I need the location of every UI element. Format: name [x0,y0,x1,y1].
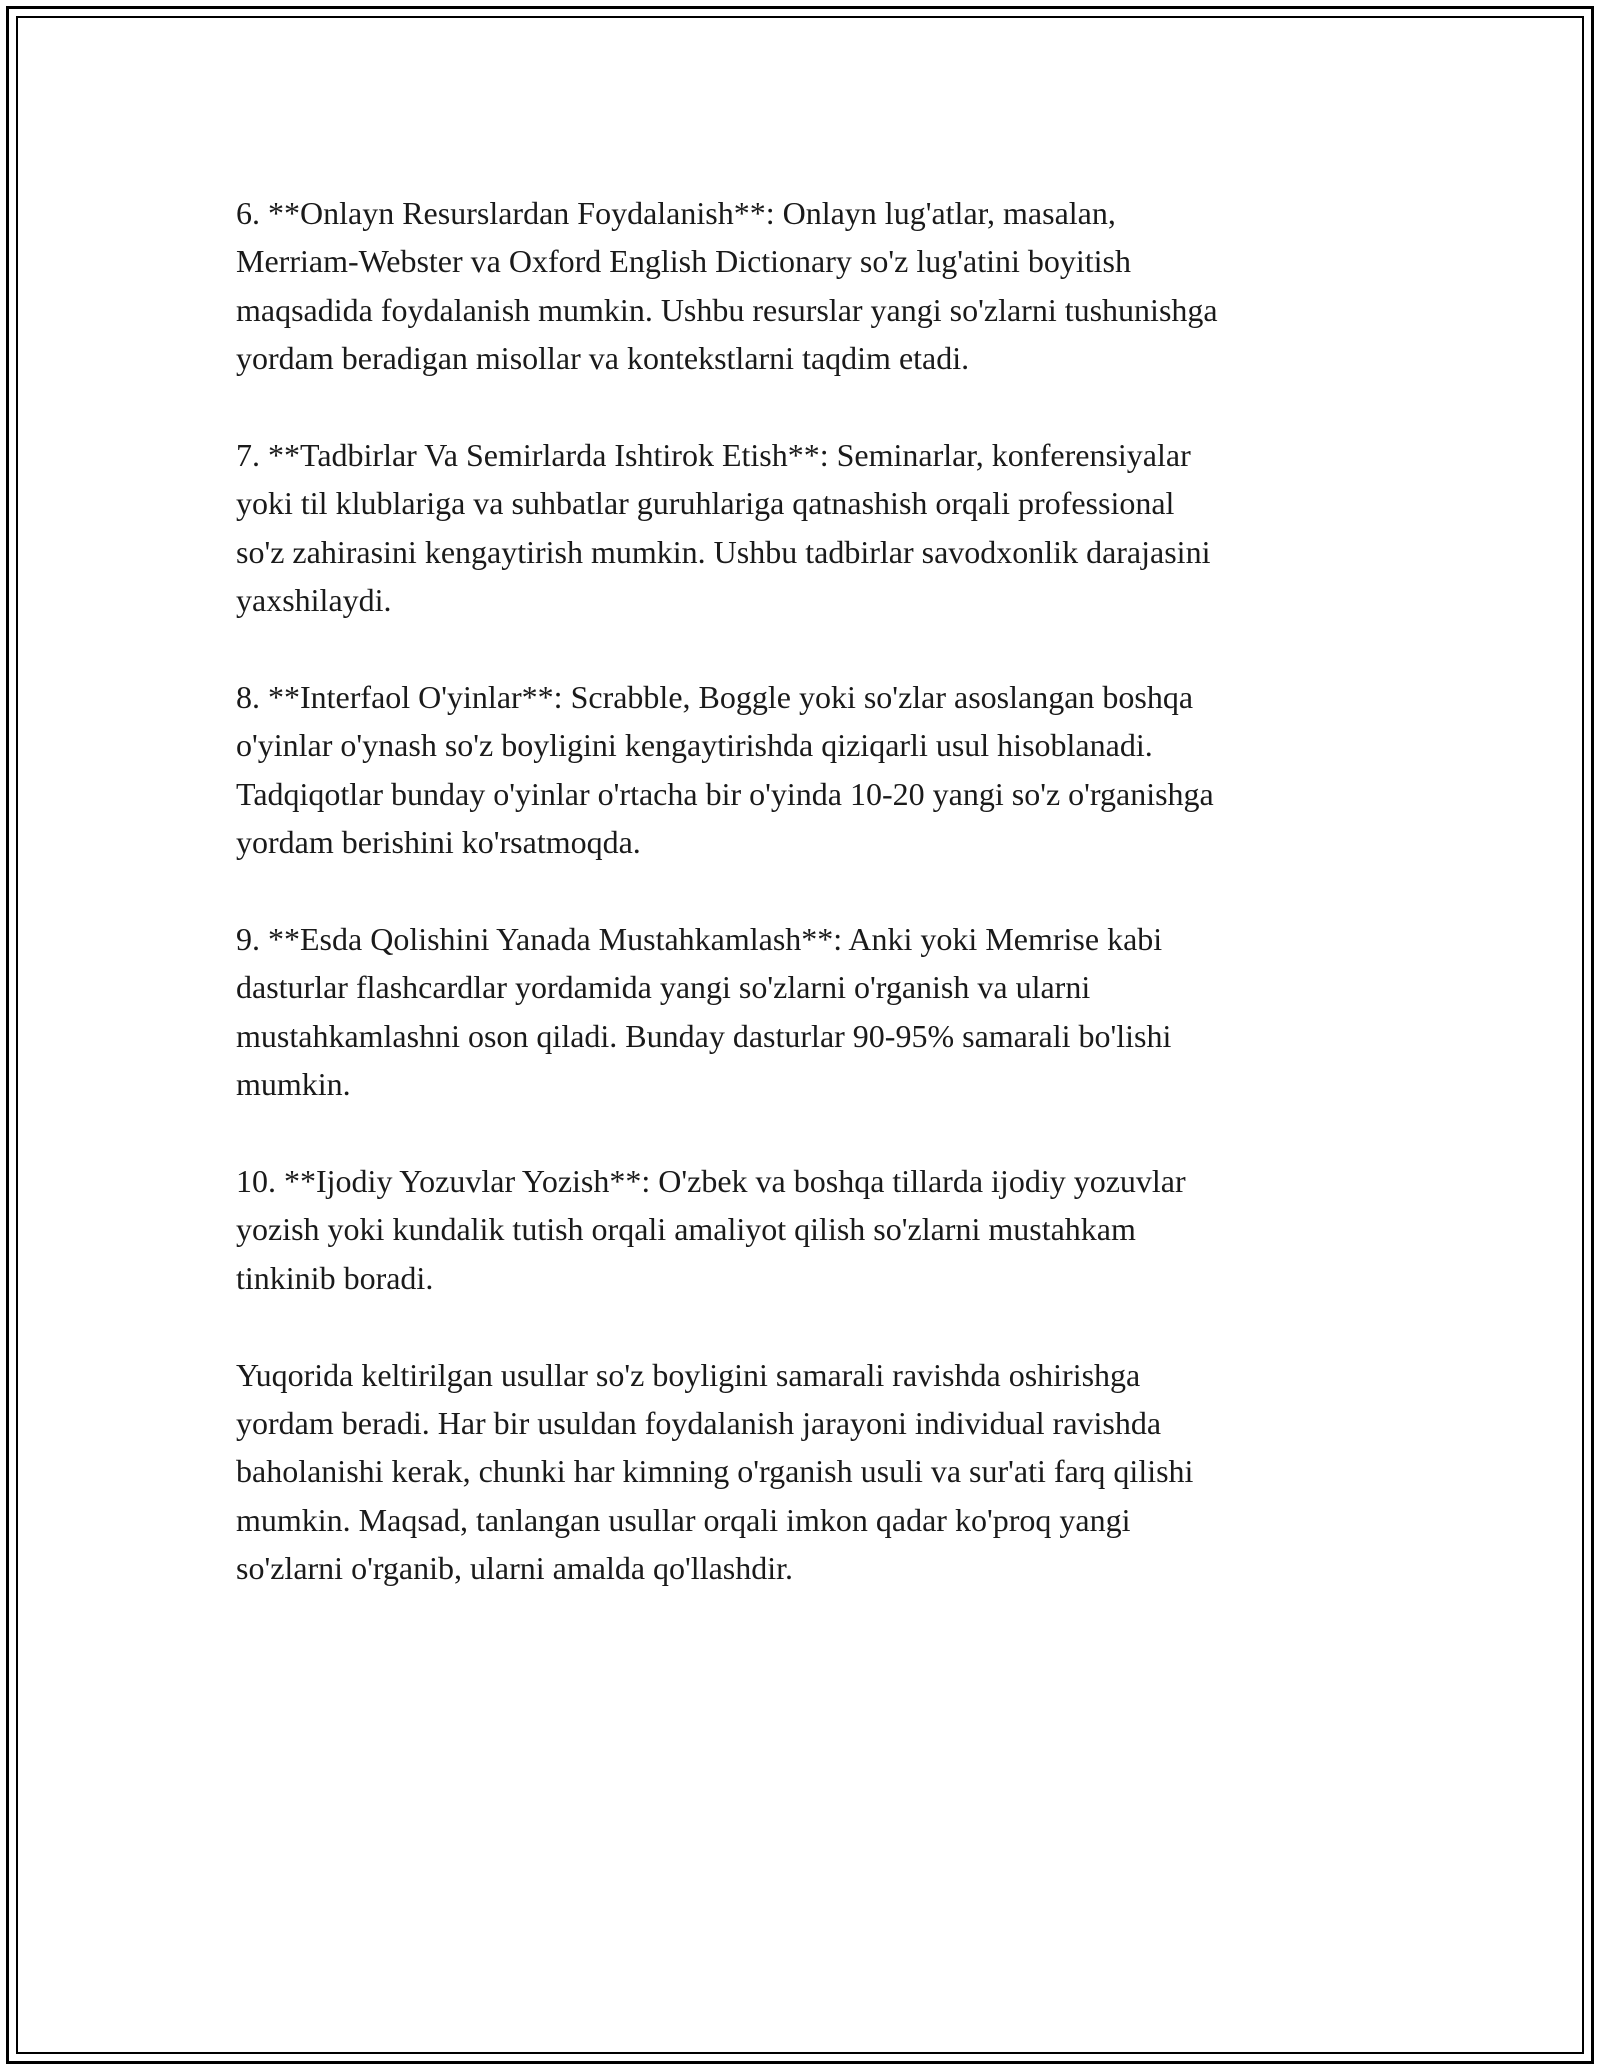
paragraph-8: 8. **Interfaol O'yinlar**: Scrabble, Boggle yoki so'zlar asoslangan boshqa o'yinlar o'ynash so'z boyligini kengaytirishda qiziqarli usul hisoblanadi. Tadqiqotlar bunday o'yinlar o'rtacha bir o'yinda 10-20 yangi so'z o'rganishga yordam berishini ko'rsatmoqda. [236,679,1214,861]
paragraph-7: 7. **Tadbirlar Va Semirlarda Ishtirok Etish**: Seminarlar, konferensiyalar yoki til klublariga va suhbatlar guruhlariga qatnashish orqali professional so'z zahirasini kengaytirish mumkin. Ushbu tadbirlar savodxonlik darajasini yaxshilaydi. [236,437,1211,619]
paragraph-6: 6. **Onlayn Resurslardan Foydalanish**: Onlayn lug'atlar, masalan, Merriam-Webster va Oxford English Dictionary so'z lug'atini boyitish maqsadida foydalanish mumkin. Ushbu resurslar yangi so'zlarni tushunishga yordam beradigan misollar va kontekstlarni taqdim etadi. [236,195,1218,377]
paragraph-10: 10. **Ijodiy Yozuvlar Yozish**: O'zbek va boshqa tillarda ijodiy yozuvlar yozish yoki kundalik tutish orqali amaliyot qilish so'zlarni mustahkam tinkinib boradi. [236,1163,1186,1296]
document-body [236,189,1396,1641]
paragraph-9: 9. **Esda Qolishini Yanada Mustahkamlash**: Anki yoki Memrise kabi dasturlar flashcardlar yordamida yangi so'zlarni o'rganish va ularni mustahkamlashni oson qiladi. Bunday dasturlar 90-95% samarali bo'lishi mumkin. [236,921,1172,1103]
paragraph-conclusion: Yuqorida keltirilgan usullar so'z boyligini samarali ravishda oshirishga yordam beradi. Har bir usuldan foydalanish jarayoni individual ravishda baholanishi kerak, chunki har kimning o'rganish usuli va sur'ati farq qilishi mumkin. Maqsad, tanlangan usullar orqali imkon qadar ko'proq yangi so'zlarni o'rganib, ularni amalda qo'llashdir. [236,1356,1194,1587]
